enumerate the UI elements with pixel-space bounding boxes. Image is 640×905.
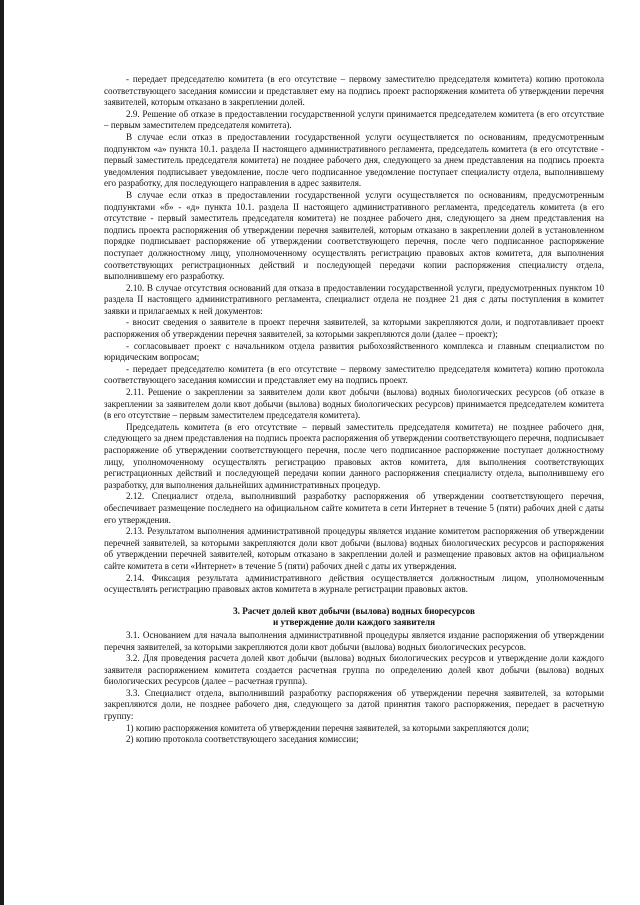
- paragraph-2-9: 2.9. Решение об отказе в предоставлении государственной услуги принимается председателем комитета (в его отсутствие – первым заместителем председателя комитета).: [104, 108, 604, 131]
- section-heading-line-1: 3. Расчет долей квот добычи (вылова) водных биоресурсов: [233, 605, 475, 616]
- paragraph-3-1: 3.1. Основанием для начала выполнения административной процедуры является издание распоряжения об утверждении перечня заявителей, за которыми закрепляются доли квот добычи (вылова) водных биологических ресурсов.: [104, 629, 604, 652]
- paragraph-2-10: 2.10. В случае отсутствия оснований для отказа в предоставлении государственной услуги, предусмотренных пунктом 10 раздела II настоящего административного регламента, специалист отдела не позднее 21 дня с даты поступления в комитет заявки и прилагаемых к ней документов:: [104, 282, 604, 316]
- paragraph-refusal-b-d: В случае если отказ в предоставлении государственной услуги осуществляется по основаниям, предусмотренным подпунктами «б» - «д» пункта 10.1. раздела II настоящего административного регламента, председатель комитета (в его отсутствие - первый заместитель председателя комитета) не позднее рабочего дня, следующего за днем представления на подпись проекта распоряжения об утверждении перечня заявителей, которым отказано в закреплении долей в установленном порядке подписывает распоряжение об утверждении соответствующего перечня, после чего подписанное распоряжение поступает должностному лицу, уполномоченному осуществлять регистрацию правовых актов комитета, для выполнения соответствующих регистрационных действий и последующей передачи копии распоряжения специалисту отдела, выполнившему его разработку.: [104, 189, 604, 282]
- list-item-2: 2) копию протокола соответствующего заседания комиссии;: [126, 734, 359, 745]
- paragraph-2-13: 2.13. Результатом выполнения административной процедуры является издание комитетом распоряжения об утверждении перечней заявителей, за которыми закрепляются доли квот добычи (вылова) водных биологических ресурсов и распоряжения об утверждении перечней заявителей, которым отказано в закреплении долей и размещение правовых актов на официальном сайте комитета в сети «Интернет» в течение 5 (пяти) рабочих дней с даты их утверждения.: [104, 526, 604, 571]
- paragraph-top-0: - передает председателю комитета (в его отсутствие – первому заместителю председателя комитета) копию протокола соответствующего заседания комиссии и представляет ему на подпись проект распоряжения комитета об утверждении перечня заявителей, которым отказано в закреплении долей.: [104, 74, 604, 108]
- paragraph-chairman-signs: Председатель комитета (в его отсутствие – первый заместитель председателя комитета) не позднее рабочего дня, следующего за днем представления на подпись проекта распоряжения об утверждении соответствующего перечня, подписывает распоряжение об утверждении соответствующего перечня, после чего подписанное распоряжение поступает должностному лицу, уполномоченному осуществлять регистрацию правовых актов комитета, для выполнения соответствующих регистрационных действий и последующей передачи копии данного распоряжения специалисту отдела, выполнившему его разработку, для выполнения дальнейших административных процедур.: [104, 421, 604, 490]
- scan-border: [0, 0, 4, 905]
- paragraph-2-12: 2.12. Специалист отдела, выполнивший разработку распоряжения об утверждении соответствующего перечня, обеспечивает размещение последнего на официальном сайте комитета в сети Интернет в течение 5 (пяти) рабочих дней с даты его утверждения.: [104, 491, 604, 525]
- paragraph-refusal-a: В случае если отказ в предоставлении государственной услуги осуществляется по основаниям, предусмотренным подпунктом «а» пункта 10.1. раздела II настоящего административного регламента, председатель комитета (в его отсутствие - первый заместитель председателя комитета) не позднее рабочего дня, следующего за днем представления на подпись проекта уведомления подписывает уведомление, после чего подписанное уведомление поступает специалисту отдела, выполнившему его разработку, для последующего направления в адрес заявителя.: [104, 131, 604, 189]
- list-item-1: 1) копию распоряжения комитета об утверждении перечня заявителей, за которыми закрепляются доли;: [126, 722, 530, 733]
- list-item-enter-data: - вносит сведения о заявителе в проект перечня заявителей, за которыми закрепляются доли, и подготавливает проект распоряжения об утверждении перечня заявителей, за которыми закрепляются доли (далее – проект);: [104, 317, 604, 340]
- list-item-agree: - согласовывает проект с начальником отдела развития рыбохозяйственного комплекса и главным специалистом по юридическим вопросам;: [104, 340, 604, 363]
- section-heading-line-2: и утверждение доли каждого заявителя: [272, 617, 436, 628]
- list-item-transfer: - передает председателю комитета (в его отсутствие – первому заместителю председателя комитета) копию протокола соответствующего заседания комиссии и представляет ему на подпись проект.: [104, 363, 604, 386]
- paragraph-2-11: 2.11. Решение о закреплении за заявителем доли квот добычи (вылова) водных биологических ресурсов (об отказе в закреплении за заявителем доли квот добычи (вылова) водных биологических ресурсов) принимается председателем комитета (в его отсутствие – первым заместителем председателя комитета).: [104, 387, 604, 421]
- paragraph-2-14: 2.14. Фиксация результата административного действия осуществляется должностным лицом, уполномоченным осуществлять регистрацию правовых актов комитета в журнале регистрации правовых актов.: [104, 572, 604, 595]
- paragraph-3-2: 3.2. Для проведения расчета долей квот добычи (вылова) водных биологических ресурсов и утверждение доли каждого заявителя распоряжением комитета создается расчетная группа по определению долей квот добычи (вылова) водных биологических ресурсов (далее – расчетная группа).: [104, 653, 604, 687]
- document-page: [104, 74, 604, 746]
- paragraph-3-3: 3.3. Специалист отдела, выполнивший разработку распоряжения об утверждении перечня заявителей, за которыми закрепляются доли, не позднее рабочего дня, следующего за датой принятия такого распоряжения, передает в расчетную группу:: [104, 687, 604, 722]
- section-heading: [104, 606, 604, 629]
